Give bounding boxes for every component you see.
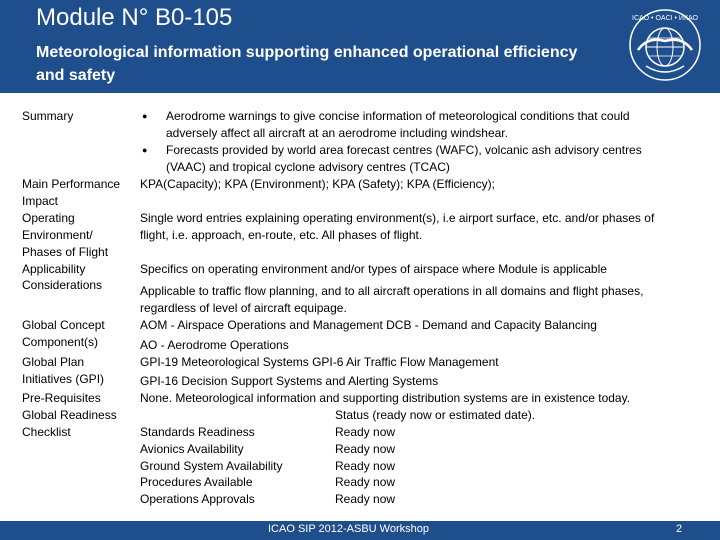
- concept-text-line-1: AOM - Airspace Operations and Management DCB - Demand and Capacity Balancing: [140, 318, 597, 332]
- readiness-item-name: Operations Approvals: [140, 492, 255, 506]
- footer-text: ICAO SIP 2012-ASBU Workshop: [268, 523, 429, 535]
- environment-label-line-1: Operating: [22, 211, 75, 225]
- logo-text: ICAO • OACI • ИКАО: [632, 15, 698, 22]
- gpi-label-line-1: Global Plan: [22, 355, 85, 369]
- bullet-icon: ●: [142, 111, 148, 121]
- readiness-item-status: Ready now: [335, 459, 396, 473]
- concept-label-line-2: Component(s): [22, 335, 99, 349]
- readiness-label-line-2: Checklist: [22, 425, 71, 439]
- applicability-label-line-1: Applicability: [22, 262, 86, 276]
- readiness-item-status: Ready now: [335, 425, 396, 439]
- prereq-text: None. Meteorological information and supporting distribution systems are in existence today.: [140, 391, 631, 405]
- applicability-text-line-3: regardless of level of aircraft equipage.: [140, 301, 347, 315]
- readiness-item-name: Procedures Available: [140, 475, 253, 489]
- summary-bullet-2-line-2: (VAAC) and tropical cyclone advisory centres (TCAC): [166, 160, 450, 174]
- gpi-text-line-1: GPI-19 Meteorological Systems GPI-6 Air Traffic Flow Management: [140, 355, 499, 369]
- performance-text: KPA(Capacity); KPA (Environment); KPA (Safety); KPA (Efficiency);: [140, 177, 496, 191]
- environment-text-line-1: Single word entries explaining operating environment(s), i.e airport surface, etc. and/or phases of: [140, 211, 655, 225]
- environment-label-line-2: Environment/: [22, 228, 93, 242]
- readiness-item-status: Ready now: [335, 475, 396, 489]
- concept-label-line-1: Global Concept: [22, 318, 105, 332]
- summary-bullet-2-line-1: Forecasts provided by world area forecast centres (WAFC), volcanic ash advisory centres: [166, 143, 642, 157]
- readiness-item-name: Avionics Availability: [140, 442, 244, 456]
- slide-footer: [0, 521, 720, 540]
- concept-text-line-2: AO - Aerodrome Operations: [140, 338, 289, 352]
- readiness-item-name: Ground System Availability: [140, 459, 283, 473]
- applicability-text-line-2: Applicable to traffic flow planning, and to all aircraft operations in all domains and flight phases,: [140, 284, 644, 298]
- applicability-text-line-1: Specifics on operating environment and/or types of airspace where Module is applicable: [140, 262, 607, 276]
- slide-subtitle: Meteorological information supporting enhanced operational efficiency and safety: [36, 44, 578, 84]
- gpi-text-line-2: GPI-16 Decision Support Systems and Alerting Systems: [140, 374, 439, 388]
- page-number: 2: [676, 523, 683, 535]
- readiness-status-header: Status (ready now or estimated date).: [335, 408, 536, 422]
- performance-label-line-1: Main Performance: [22, 177, 121, 191]
- slide-title: Module N° B0-105: [36, 4, 233, 31]
- readiness-item-name: Standards Readiness: [140, 425, 255, 439]
- prereq-label: Pre-Requisites: [22, 391, 101, 405]
- performance-label-line-2: Impact: [22, 194, 59, 208]
- gpi-label-line-2: Initiatives (GPI): [22, 372, 105, 386]
- applicability-label-line-2: Considerations: [22, 278, 103, 292]
- environment-text-line-2: flight, i.e. approach, en-route, etc. All phases of flight.: [140, 228, 423, 242]
- readiness-item-status: Ready now: [335, 492, 396, 506]
- environment-label-line-3: Phases of Flight: [22, 245, 109, 259]
- bullet-icon: ●: [142, 145, 148, 155]
- summary-bullet-1-line-1: Aerodrome warnings to give concise information of meteorological conditions that could: [166, 109, 630, 123]
- summary-bullet-1-line-2: adversely affect all aircraft at an aerodrome including windshear.: [166, 126, 508, 140]
- readiness-item-status: Ready now: [335, 442, 396, 456]
- summary-label: Summary: [22, 109, 74, 123]
- readiness-label-line-1: Global Readiness: [22, 408, 117, 422]
